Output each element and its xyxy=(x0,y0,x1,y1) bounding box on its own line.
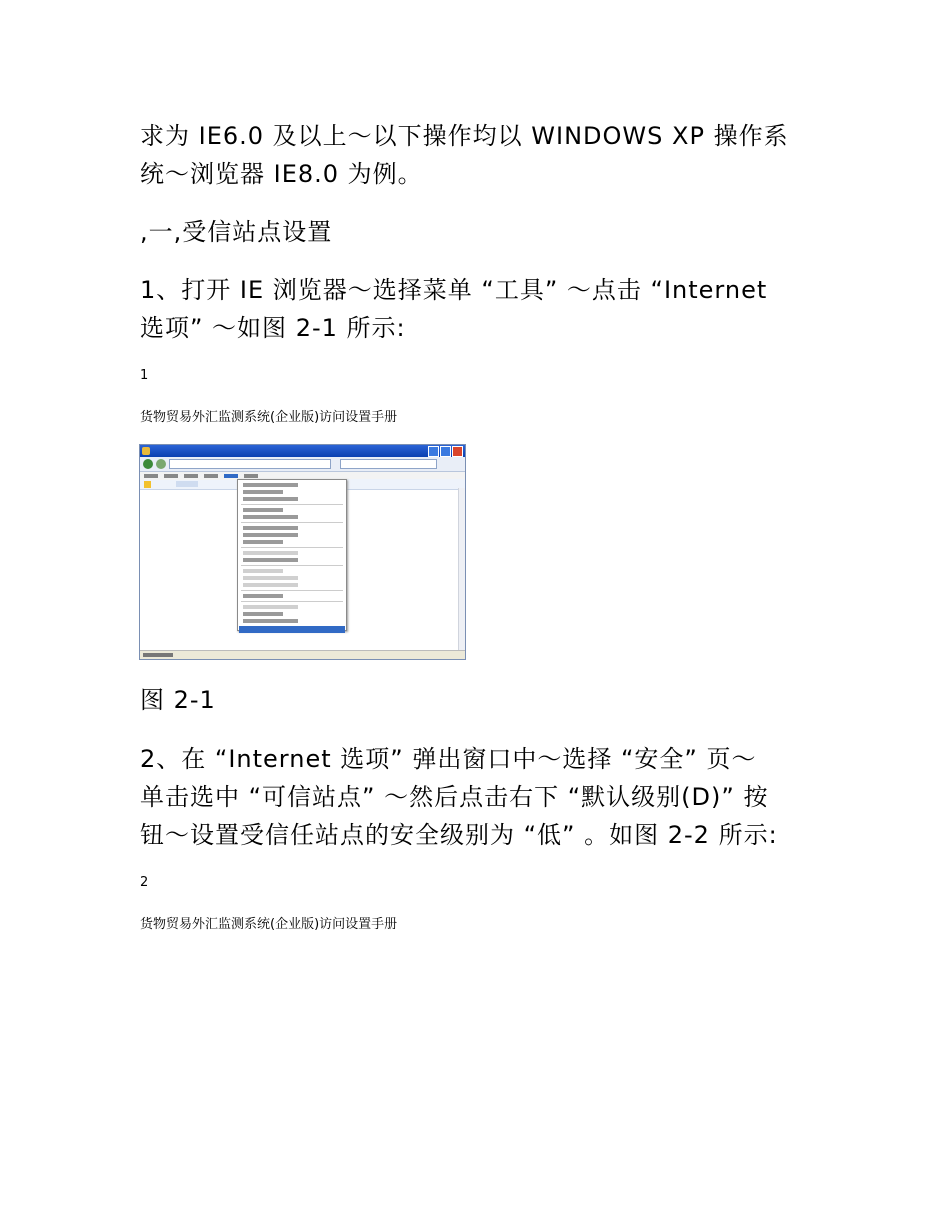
maximize-icon xyxy=(440,446,451,457)
ie-statusbar xyxy=(140,650,465,659)
search-field xyxy=(340,459,437,469)
back-icon xyxy=(143,459,153,469)
close-icon xyxy=(452,446,463,457)
figure-caption-2-1: 图 2-1 xyxy=(140,686,216,714)
manual-title-1: 货物贸易外汇监测系统(企业版)访问设置手册 xyxy=(140,410,398,425)
paragraph-intro-line1: 求为 IE6.0 及以上～以下操作均以 WINDOWS XP 操作系 xyxy=(140,122,789,150)
step1-line1: 1、打开 IE 浏览器～选择菜单 “工具” ～点击 “Internet xyxy=(140,276,768,304)
step2-line2: 单击选中 “可信站点” ～然后点击右下 “默认级别(D)” 按 xyxy=(140,783,769,811)
ie-logo-icon xyxy=(142,447,150,455)
ie-tools-dropdown-menu xyxy=(237,479,347,631)
step2-line1: 2、在 “Internet 选项” 弹出窗口中～选择 “安全” 页～ xyxy=(140,745,757,773)
manual-title-2: 货物贸易外汇监测系统(企业版)访问设置手册 xyxy=(140,917,398,932)
paragraph-intro-line2: 统～浏览器 IE8.0 为例。 xyxy=(140,160,423,188)
ie-window-titlebar xyxy=(140,445,465,457)
step1-line2: 选项” ～如图 2-1 所示: xyxy=(140,314,406,342)
favorites-star-icon xyxy=(144,481,151,488)
internet-options-menu-item-highlight xyxy=(239,626,345,633)
minimize-icon xyxy=(428,446,439,457)
section-heading-trusted-sites: ,一,受信站点设置 xyxy=(140,218,333,246)
address-field xyxy=(169,459,331,469)
ie-scrollbar xyxy=(458,488,465,650)
ie-address-bar xyxy=(140,457,465,472)
forward-icon xyxy=(156,459,166,469)
window-controls xyxy=(428,446,463,457)
figure-ie-tools-menu-screenshot xyxy=(139,444,466,660)
page-number-1: 1 xyxy=(140,368,149,383)
ie-command-bar xyxy=(346,479,464,487)
ie-tab xyxy=(176,481,198,487)
step2-line3: 钮～设置受信任站点的安全级别为 “低” 。如图 2-2 所示: xyxy=(140,821,778,849)
page-number-2: 2 xyxy=(140,875,149,890)
